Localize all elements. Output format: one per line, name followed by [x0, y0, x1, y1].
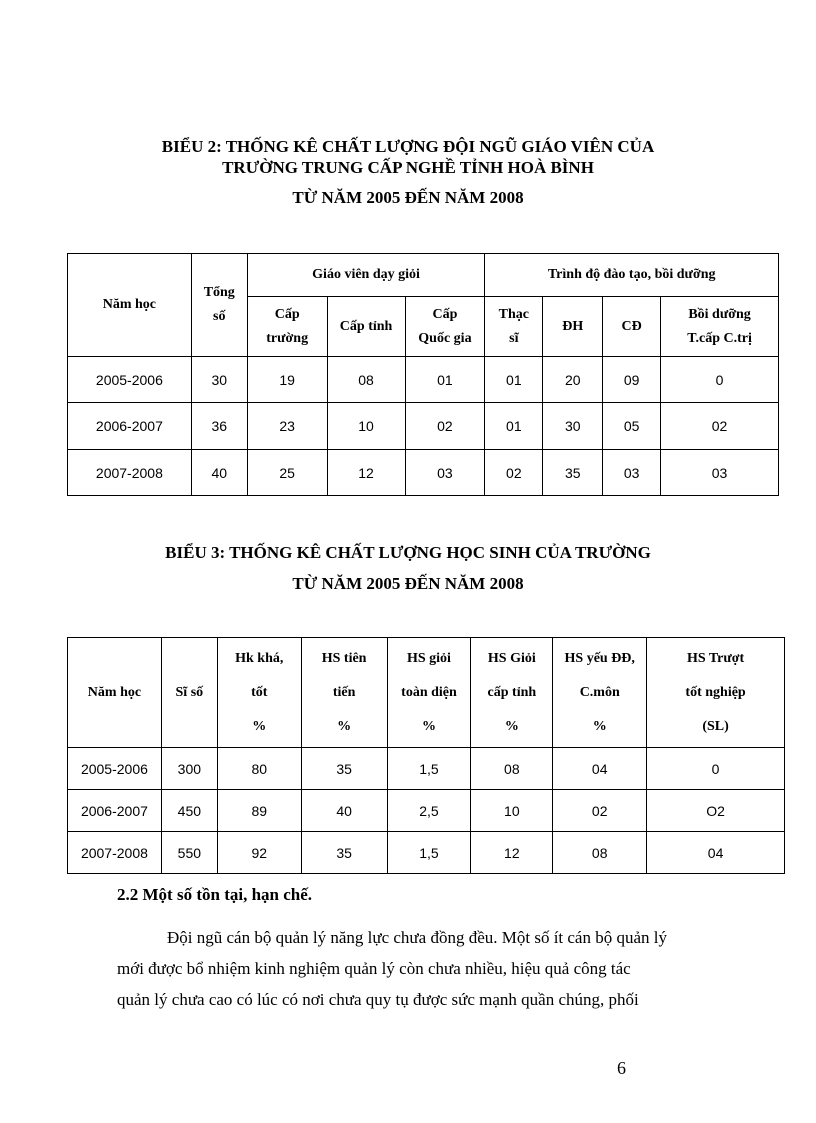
table-row: [68, 790, 785, 832]
header-cap-tinh: Cấp tỉnh: [327, 297, 405, 357]
table-cell: 30: [543, 403, 603, 450]
table-cell: 300: [161, 748, 217, 790]
header-tong-so: Tổng số: [191, 254, 247, 357]
table-cell: 03: [603, 450, 661, 496]
table-cell: 35: [543, 450, 603, 496]
table-cell: 04: [647, 832, 785, 874]
header-hs-truot: HS Trượt tốt nghiệp (SL): [647, 638, 785, 748]
header-hs-gioi-cap-tinh: HS Giỏi cấp tỉnh %: [471, 638, 553, 748]
table-row: [68, 403, 779, 450]
table-cell: 30: [191, 357, 247, 403]
table-cell: 04: [553, 748, 647, 790]
table-row: [68, 832, 785, 874]
table-cell: 35: [301, 832, 387, 874]
table-cell: 02: [405, 403, 485, 450]
table-cell: 12: [327, 450, 405, 496]
teacher-quality-table: [67, 253, 779, 496]
table-row: [68, 357, 779, 403]
table-cell: 10: [471, 790, 553, 832]
table-cell: 2007-2008: [68, 450, 192, 496]
paragraph-line: quản lý chưa cao có lúc có nơi chưa quy tụ được sức mạnh quần chúng, phối: [117, 990, 639, 1009]
table-cell: 01: [405, 357, 485, 403]
table-cell: 05: [603, 403, 661, 450]
table-cell: 0: [647, 748, 785, 790]
table-cell: 92: [217, 832, 301, 874]
table-cell: 2007-2008: [68, 832, 162, 874]
table-cell: 08: [553, 832, 647, 874]
header-si-so: Sĩ số: [161, 638, 217, 748]
section-heading: 2.2 Một số tồn tại, hạn chế.: [117, 885, 313, 904]
table-cell: 40: [301, 790, 387, 832]
table-cell: 02: [485, 450, 543, 496]
header-cap-quoc-gia: Cấp Quốc gia: [405, 297, 485, 357]
paragraph-line: Đội ngũ cán bộ quản lý năng lực chưa đồng đều. Một số ít cán bộ quản lý: [167, 928, 667, 947]
table-cell: 2006-2007: [68, 790, 162, 832]
table-cell: 08: [471, 748, 553, 790]
header-cap-truong: Cấp trường: [247, 297, 327, 357]
table-cell: 20: [543, 357, 603, 403]
table-cell: 01: [485, 403, 543, 450]
section-paragraph: [117, 922, 769, 1015]
table-cell: 2,5: [387, 790, 471, 832]
table-cell: 23: [247, 403, 327, 450]
header-hs-tien-tien: HS tiên tiến %: [301, 638, 387, 748]
table-cell: 450: [161, 790, 217, 832]
table-cell: 2005-2006: [68, 748, 162, 790]
table-cell: 25: [247, 450, 327, 496]
table-cell: 40: [191, 450, 247, 496]
table-cell: 2006-2007: [68, 403, 192, 450]
header-hs-gioi-toan-dien: HS giỏi toàn diện %: [387, 638, 471, 748]
header-boi-duong: Bồi dưỡng T.cấp C.trị: [661, 297, 779, 357]
table-cell: 09: [603, 357, 661, 403]
bieu3-title-line1: BIỂU 3: THỐNG KÊ CHẤT LƯỢNG HỌC SINH CỦA TRƯỜNG: [165, 543, 651, 562]
bieu3-title-line2: TỪ NĂM 2005 ĐẾN NĂM 2008: [292, 574, 524, 593]
table-cell: 2005-2006: [68, 357, 192, 403]
header-hk-kha-tot: Hk khá, tốt %: [217, 638, 301, 748]
table-cell: 02: [553, 790, 647, 832]
table-cell: 02: [661, 403, 779, 450]
table-cell: 03: [661, 450, 779, 496]
bieu2-title-line1: BIỂU 2: THỐNG KÊ CHẤT LƯỢNG ĐỘI NGŨ GIÁO VIÊN CỦA: [161, 137, 655, 156]
header-hs-yeu: HS yếu ĐĐ, C.môn %: [553, 638, 647, 748]
table-cell: 80: [217, 748, 301, 790]
page-number: 6: [617, 1058, 626, 1078]
table-cell: 19: [247, 357, 327, 403]
table-cell: 89: [217, 790, 301, 832]
student-quality-table: [67, 637, 785, 874]
bieu2-title-line2: TRƯỜNG TRUNG CẤP NGHỀ TỈNH HOÀ BÌNH: [222, 158, 594, 177]
table-cell: 03: [405, 450, 485, 496]
table-cell: 08: [327, 357, 405, 403]
table-cell: 36: [191, 403, 247, 450]
header-nam-hoc: Năm học: [68, 254, 192, 357]
header-cd: CĐ: [603, 297, 661, 357]
table-cell: 35: [301, 748, 387, 790]
header-thac-si: Thạc sĩ: [485, 297, 543, 357]
header-trinh-do: Trình độ đào tạo, bồi dưỡng: [485, 254, 779, 297]
table-cell: 550: [161, 832, 217, 874]
header-nam-hoc: Năm học: [68, 638, 162, 748]
bieu2-title-line3: TỪ NĂM 2005 ĐẾN NĂM 2008: [292, 188, 524, 207]
table-row: [68, 450, 779, 496]
table-cell: 1,5: [387, 748, 471, 790]
table-cell: 12: [471, 832, 553, 874]
header-dh: ĐH: [543, 297, 603, 357]
table-cell: 10: [327, 403, 405, 450]
table-row: [68, 748, 785, 790]
table-cell: O2: [647, 790, 785, 832]
table-cell: 01: [485, 357, 543, 403]
table-cell: 1,5: [387, 832, 471, 874]
paragraph-line: mới được bổ nhiệm kinh nghiệm quản lý còn chưa nhiều, hiệu quả công tác: [117, 959, 631, 978]
table-cell: 0: [661, 357, 779, 403]
header-gv-day-gioi: Giáo viên dạy giỏi: [247, 254, 485, 297]
